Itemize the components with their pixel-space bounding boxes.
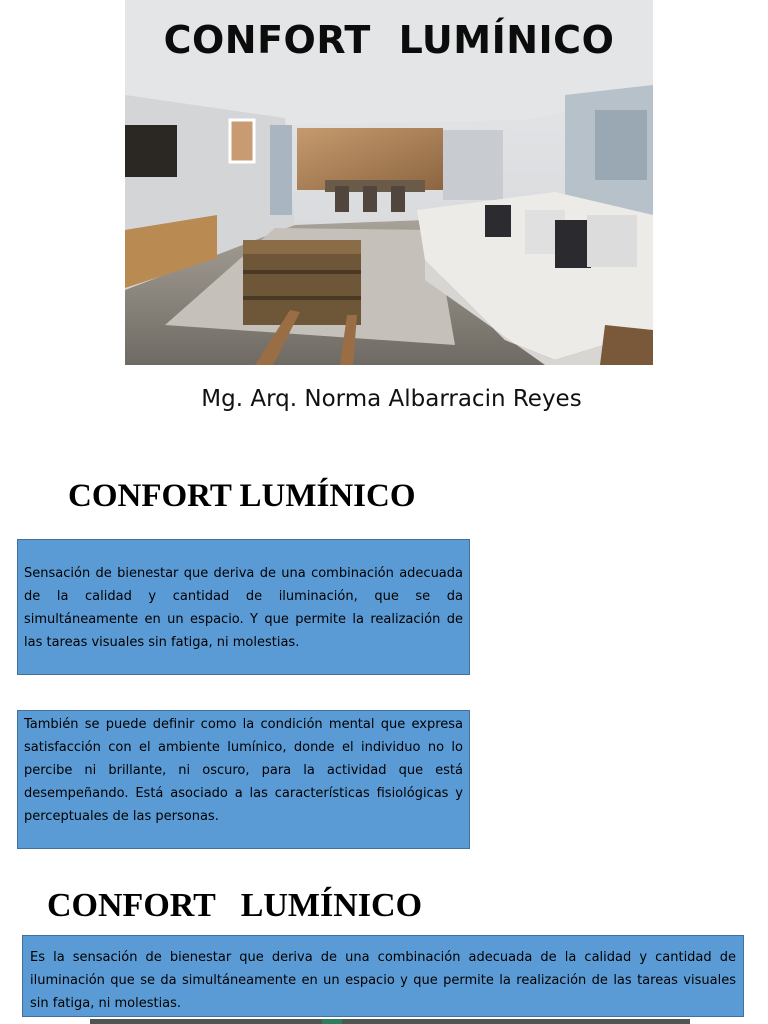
definition-text: También se puede definir como la condición mental que expresa satisfacción con el ambiente lumínico, donde el individuo no lo percibe ni brillante, ni oscuro, para la actividad que está desempeñando. Está asociado a las características fisiológicas y perceptuales de las personas.: [24, 717, 463, 824]
definition-box: [22, 935, 744, 1017]
next-slide-image-edge: [90, 1019, 690, 1024]
definition-box: [17, 539, 470, 675]
definition-box: [17, 710, 470, 849]
cover-title: CONFORT LUMÍNICO: [163, 18, 615, 62]
definition-text: Sensación de bienestar que deriva de una combinación adecuada de la calidad y cantidad de iluminación, que se da simultáneamente en un espacio. Y que permite la realización de las tareas visuales sin fatiga, ni molestias.: [24, 566, 463, 650]
image-accent: [322, 1019, 342, 1024]
section-heading: CONFORT LUMÍNICO: [68, 478, 416, 514]
definition-text: Es la sensación de bienestar que deriva de una combinación adecuada de la calidad y cantidad de iluminación que se da simultáneamente en un espacio y que permite la realización de las tareas visuales sin fatiga, ni molestias.: [30, 950, 736, 1011]
section-heading: CONFORT LUMÍNICO: [47, 887, 423, 924]
living-room-photo: [125, 0, 653, 365]
author-name: Mg. Arq. Norma Albarracin Reyes: [201, 386, 582, 412]
